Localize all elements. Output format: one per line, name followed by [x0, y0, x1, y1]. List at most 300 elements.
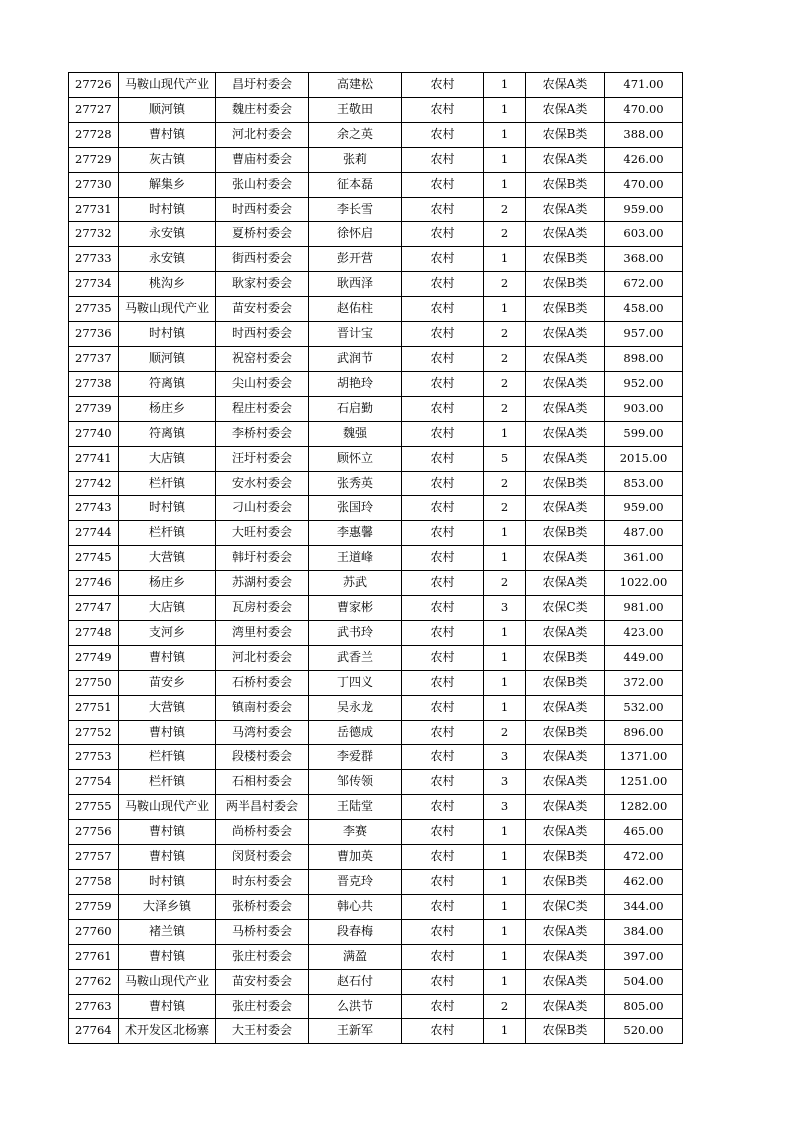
table-row — [69, 894, 683, 919]
residence-type-cell: 农村 — [402, 147, 484, 172]
village-committee-cell: 大王村委会 — [216, 1019, 309, 1044]
person-name-cell: 王敬田 — [309, 97, 402, 122]
insurance-class-cell: 农保A类 — [526, 969, 605, 994]
household-count-cell: 1 — [484, 546, 526, 571]
village-committee-cell: 时东村委会 — [216, 870, 309, 895]
town-cell: 栏杆镇 — [119, 521, 216, 546]
village-committee-cell: 苏湖村委会 — [216, 571, 309, 596]
table-row — [69, 446, 683, 471]
table-row — [69, 695, 683, 720]
town-cell: 永安镇 — [119, 222, 216, 247]
town-cell: 大店镇 — [119, 596, 216, 621]
town-cell: 曹村镇 — [119, 820, 216, 845]
record-number-cell: 27749 — [69, 645, 119, 670]
town-cell: 曹村镇 — [119, 122, 216, 147]
person-name-cell: 张国玲 — [309, 496, 402, 521]
insurance-class-cell: 农保A类 — [526, 322, 605, 347]
person-name-cell: 余之英 — [309, 122, 402, 147]
person-name-cell: 李惠馨 — [309, 521, 402, 546]
amount-cell: 471.00 — [605, 73, 683, 98]
record-number-cell: 27746 — [69, 571, 119, 596]
residence-type-cell: 农村 — [402, 994, 484, 1019]
village-committee-cell: 石相村委会 — [216, 770, 309, 795]
residence-type-cell: 农村 — [402, 845, 484, 870]
village-committee-cell: 昌圩村委会 — [216, 73, 309, 98]
amount-cell: 465.00 — [605, 820, 683, 845]
household-count-cell: 1 — [484, 670, 526, 695]
table-row — [69, 371, 683, 396]
residence-type-cell: 农村 — [402, 894, 484, 919]
table-row — [69, 795, 683, 820]
village-committee-cell: 耿家村委会 — [216, 272, 309, 297]
insurance-class-cell: 农保B类 — [526, 471, 605, 496]
household-count-cell: 1 — [484, 820, 526, 845]
record-number-cell: 27731 — [69, 197, 119, 222]
residence-type-cell: 农村 — [402, 919, 484, 944]
table-row — [69, 147, 683, 172]
village-committee-cell: 时西村委会 — [216, 322, 309, 347]
person-name-cell: 晋计宝 — [309, 322, 402, 347]
record-number-cell: 27744 — [69, 521, 119, 546]
village-committee-cell: 石桥村委会 — [216, 670, 309, 695]
amount-cell: 2015.00 — [605, 446, 683, 471]
table-row — [69, 969, 683, 994]
residence-type-cell: 农村 — [402, 97, 484, 122]
household-count-cell: 2 — [484, 222, 526, 247]
insurance-class-cell: 农保A类 — [526, 919, 605, 944]
insurance-class-cell: 农保A类 — [526, 571, 605, 596]
person-name-cell: 武书玲 — [309, 620, 402, 645]
household-count-cell: 1 — [484, 421, 526, 446]
residence-type-cell: 农村 — [402, 620, 484, 645]
household-count-cell: 1 — [484, 1019, 526, 1044]
record-number-cell: 27738 — [69, 371, 119, 396]
household-count-cell: 1 — [484, 894, 526, 919]
village-committee-cell: 大旺村委会 — [216, 521, 309, 546]
record-number-cell: 27756 — [69, 820, 119, 845]
amount-cell: 853.00 — [605, 471, 683, 496]
residence-type-cell: 农村 — [402, 969, 484, 994]
insurance-class-cell: 农保A类 — [526, 73, 605, 98]
insurance-class-cell: 农保A类 — [526, 695, 605, 720]
record-number-cell: 27761 — [69, 944, 119, 969]
residence-type-cell: 农村 — [402, 122, 484, 147]
village-committee-cell: 夏桥村委会 — [216, 222, 309, 247]
village-committee-cell: 两半昌村委会 — [216, 795, 309, 820]
amount-cell: 388.00 — [605, 122, 683, 147]
town-cell: 永安镇 — [119, 247, 216, 272]
household-count-cell: 2 — [484, 396, 526, 421]
table-row — [69, 222, 683, 247]
insurance-class-cell: 农保A类 — [526, 496, 605, 521]
village-committee-cell: 李桥村委会 — [216, 421, 309, 446]
residence-type-cell: 农村 — [402, 222, 484, 247]
household-count-cell: 3 — [484, 596, 526, 621]
record-number-cell: 27751 — [69, 695, 119, 720]
residence-type-cell: 农村 — [402, 795, 484, 820]
amount-cell: 361.00 — [605, 546, 683, 571]
household-count-cell: 1 — [484, 297, 526, 322]
household-count-cell: 1 — [484, 845, 526, 870]
person-name-cell: 征本磊 — [309, 172, 402, 197]
insurance-class-cell: 农保A类 — [526, 795, 605, 820]
record-number-cell: 27764 — [69, 1019, 119, 1044]
village-committee-cell: 尖山村委会 — [216, 371, 309, 396]
record-number-cell: 27743 — [69, 496, 119, 521]
person-name-cell: 苏武 — [309, 571, 402, 596]
person-name-cell: 武润节 — [309, 346, 402, 371]
record-number-cell: 27739 — [69, 396, 119, 421]
person-name-cell: 么洪节 — [309, 994, 402, 1019]
residence-type-cell: 农村 — [402, 247, 484, 272]
table-row — [69, 820, 683, 845]
village-committee-cell: 尚桥村委会 — [216, 820, 309, 845]
record-number-cell: 27735 — [69, 297, 119, 322]
village-committee-cell: 祝窑村委会 — [216, 346, 309, 371]
table-row — [69, 770, 683, 795]
amount-cell: 1282.00 — [605, 795, 683, 820]
person-name-cell: 石启勤 — [309, 396, 402, 421]
insurance-class-cell: 农保B类 — [526, 720, 605, 745]
record-number-cell: 27747 — [69, 596, 119, 621]
residence-type-cell: 农村 — [402, 496, 484, 521]
household-count-cell: 1 — [484, 969, 526, 994]
town-cell: 时村镇 — [119, 496, 216, 521]
town-cell: 术开发区北杨寨 — [119, 1019, 216, 1044]
amount-cell: 372.00 — [605, 670, 683, 695]
residence-type-cell: 农村 — [402, 396, 484, 421]
residence-type-cell: 农村 — [402, 197, 484, 222]
record-number-cell: 27742 — [69, 471, 119, 496]
household-count-cell: 1 — [484, 944, 526, 969]
amount-cell: 449.00 — [605, 645, 683, 670]
town-cell: 解集乡 — [119, 172, 216, 197]
village-committee-cell: 街西村委会 — [216, 247, 309, 272]
residence-type-cell: 农村 — [402, 571, 484, 596]
person-name-cell: 张秀英 — [309, 471, 402, 496]
town-cell: 支河乡 — [119, 620, 216, 645]
amount-cell: 959.00 — [605, 197, 683, 222]
table-body — [69, 73, 683, 1044]
insurance-class-cell: 农保B类 — [526, 172, 605, 197]
village-committee-cell: 程庄村委会 — [216, 396, 309, 421]
residence-type-cell: 农村 — [402, 695, 484, 720]
village-committee-cell: 闵贤村委会 — [216, 845, 309, 870]
insurance-class-cell: 农保A类 — [526, 546, 605, 571]
village-committee-cell: 汪圩村委会 — [216, 446, 309, 471]
insurance-class-cell: 农保A类 — [526, 421, 605, 446]
person-name-cell: 丁四义 — [309, 670, 402, 695]
amount-cell: 458.00 — [605, 297, 683, 322]
village-committee-cell: 段楼村委会 — [216, 745, 309, 770]
insurance-class-cell: 农保A类 — [526, 197, 605, 222]
village-committee-cell: 河北村委会 — [216, 122, 309, 147]
town-cell: 时村镇 — [119, 870, 216, 895]
village-committee-cell: 镇南村委会 — [216, 695, 309, 720]
town-cell: 大店镇 — [119, 446, 216, 471]
household-count-cell: 1 — [484, 172, 526, 197]
residence-type-cell: 农村 — [402, 322, 484, 347]
household-count-cell: 2 — [484, 197, 526, 222]
person-name-cell: 段春梅 — [309, 919, 402, 944]
town-cell: 曹村镇 — [119, 720, 216, 745]
insurance-class-cell: 农保B类 — [526, 297, 605, 322]
residence-type-cell: 农村 — [402, 172, 484, 197]
residence-type-cell: 农村 — [402, 596, 484, 621]
table-row — [69, 471, 683, 496]
table-row — [69, 346, 683, 371]
residence-type-cell: 农村 — [402, 720, 484, 745]
person-name-cell: 赵石付 — [309, 969, 402, 994]
person-name-cell: 李长雪 — [309, 197, 402, 222]
person-name-cell: 高建松 — [309, 73, 402, 98]
town-cell: 杨庄乡 — [119, 571, 216, 596]
residence-type-cell: 农村 — [402, 870, 484, 895]
records-table — [68, 72, 683, 1044]
household-count-cell: 1 — [484, 122, 526, 147]
household-count-cell: 1 — [484, 695, 526, 720]
table-row — [69, 994, 683, 1019]
record-number-cell: 27740 — [69, 421, 119, 446]
residence-type-cell: 农村 — [402, 371, 484, 396]
table-row — [69, 322, 683, 347]
amount-cell: 959.00 — [605, 496, 683, 521]
village-committee-cell: 苗安村委会 — [216, 297, 309, 322]
town-cell: 褚兰镇 — [119, 919, 216, 944]
amount-cell: 1371.00 — [605, 745, 683, 770]
person-name-cell: 曹加英 — [309, 845, 402, 870]
town-cell: 马鞍山现代产业 — [119, 969, 216, 994]
record-number-cell: 27737 — [69, 346, 119, 371]
person-name-cell: 岳德成 — [309, 720, 402, 745]
insurance-class-cell: 农保B类 — [526, 645, 605, 670]
table-row — [69, 745, 683, 770]
table-row — [69, 297, 683, 322]
person-name-cell: 晋克玲 — [309, 870, 402, 895]
residence-type-cell: 农村 — [402, 521, 484, 546]
record-number-cell: 27734 — [69, 272, 119, 297]
person-name-cell: 徐怀启 — [309, 222, 402, 247]
town-cell: 栏杆镇 — [119, 770, 216, 795]
residence-type-cell: 农村 — [402, 421, 484, 446]
town-cell: 时村镇 — [119, 322, 216, 347]
amount-cell: 470.00 — [605, 97, 683, 122]
insurance-class-cell: 农保B类 — [526, 122, 605, 147]
person-name-cell: 胡艳玲 — [309, 371, 402, 396]
village-committee-cell: 曹庙村委会 — [216, 147, 309, 172]
amount-cell: 397.00 — [605, 944, 683, 969]
record-number-cell: 27763 — [69, 994, 119, 1019]
village-committee-cell: 魏庄村委会 — [216, 97, 309, 122]
person-name-cell: 魏强 — [309, 421, 402, 446]
village-committee-cell: 时西村委会 — [216, 197, 309, 222]
village-committee-cell: 张庄村委会 — [216, 994, 309, 1019]
insurance-class-cell: 农保C类 — [526, 894, 605, 919]
person-name-cell: 王新军 — [309, 1019, 402, 1044]
insurance-class-cell: 农保B类 — [526, 670, 605, 695]
amount-cell: 1251.00 — [605, 770, 683, 795]
residence-type-cell: 农村 — [402, 471, 484, 496]
record-number-cell: 27760 — [69, 919, 119, 944]
household-count-cell: 5 — [484, 446, 526, 471]
table-row — [69, 571, 683, 596]
amount-cell: 903.00 — [605, 396, 683, 421]
amount-cell: 957.00 — [605, 322, 683, 347]
residence-type-cell: 农村 — [402, 297, 484, 322]
town-cell: 顺河镇 — [119, 97, 216, 122]
town-cell: 马鞍山现代产业 — [119, 73, 216, 98]
amount-cell: 672.00 — [605, 272, 683, 297]
amount-cell: 462.00 — [605, 870, 683, 895]
amount-cell: 368.00 — [605, 247, 683, 272]
table-row — [69, 247, 683, 272]
household-count-cell: 2 — [484, 720, 526, 745]
record-number-cell: 27729 — [69, 147, 119, 172]
village-committee-cell: 刁山村委会 — [216, 496, 309, 521]
residence-type-cell: 农村 — [402, 546, 484, 571]
household-count-cell: 1 — [484, 870, 526, 895]
record-number-cell: 27736 — [69, 322, 119, 347]
household-count-cell: 1 — [484, 919, 526, 944]
household-count-cell: 2 — [484, 272, 526, 297]
town-cell: 大营镇 — [119, 695, 216, 720]
record-number-cell: 27757 — [69, 845, 119, 870]
amount-cell: 426.00 — [605, 147, 683, 172]
table-row — [69, 97, 683, 122]
record-number-cell: 27762 — [69, 969, 119, 994]
town-cell: 苗安乡 — [119, 670, 216, 695]
household-count-cell: 2 — [484, 346, 526, 371]
person-name-cell: 李赛 — [309, 820, 402, 845]
town-cell: 曹村镇 — [119, 645, 216, 670]
insurance-class-cell: 农保A类 — [526, 446, 605, 471]
household-count-cell: 2 — [484, 322, 526, 347]
amount-cell: 898.00 — [605, 346, 683, 371]
record-number-cell: 27754 — [69, 770, 119, 795]
insurance-class-cell: 农保C类 — [526, 596, 605, 621]
insurance-class-cell: 农保A类 — [526, 371, 605, 396]
insurance-class-cell: 农保B类 — [526, 247, 605, 272]
residence-type-cell: 农村 — [402, 645, 484, 670]
town-cell: 大营镇 — [119, 546, 216, 571]
household-count-cell: 1 — [484, 147, 526, 172]
insurance-class-cell: 农保B类 — [526, 272, 605, 297]
household-count-cell: 2 — [484, 994, 526, 1019]
person-name-cell: 张莉 — [309, 147, 402, 172]
town-cell: 桃沟乡 — [119, 272, 216, 297]
table-row — [69, 596, 683, 621]
residence-type-cell: 农村 — [402, 1019, 484, 1044]
village-committee-cell: 张山村委会 — [216, 172, 309, 197]
amount-cell: 1022.00 — [605, 571, 683, 596]
table-row — [69, 172, 683, 197]
record-number-cell: 27733 — [69, 247, 119, 272]
town-cell: 大泽乡镇 — [119, 894, 216, 919]
amount-cell: 487.00 — [605, 521, 683, 546]
village-committee-cell: 苗安村委会 — [216, 969, 309, 994]
household-count-cell: 2 — [484, 471, 526, 496]
insurance-class-cell: 农保A类 — [526, 994, 605, 1019]
town-cell: 顺河镇 — [119, 346, 216, 371]
town-cell: 马鞍山现代产业 — [119, 297, 216, 322]
table-row — [69, 845, 683, 870]
record-number-cell: 27732 — [69, 222, 119, 247]
table-row — [69, 620, 683, 645]
amount-cell: 981.00 — [605, 596, 683, 621]
household-count-cell: 3 — [484, 745, 526, 770]
amount-cell: 472.00 — [605, 845, 683, 870]
insurance-class-cell: 农保A类 — [526, 222, 605, 247]
village-committee-cell: 湾里村委会 — [216, 620, 309, 645]
amount-cell: 532.00 — [605, 695, 683, 720]
table-row — [69, 272, 683, 297]
household-count-cell: 2 — [484, 371, 526, 396]
insurance-class-cell: 农保A类 — [526, 770, 605, 795]
table-row — [69, 197, 683, 222]
amount-cell: 896.00 — [605, 720, 683, 745]
amount-cell: 344.00 — [605, 894, 683, 919]
town-cell: 栏杆镇 — [119, 745, 216, 770]
village-committee-cell: 韩圩村委会 — [216, 546, 309, 571]
table-row — [69, 645, 683, 670]
insurance-class-cell: 农保A类 — [526, 147, 605, 172]
household-count-cell: 1 — [484, 247, 526, 272]
record-number-cell: 27759 — [69, 894, 119, 919]
town-cell: 马鞍山现代产业 — [119, 795, 216, 820]
table-row — [69, 720, 683, 745]
person-name-cell: 武香兰 — [309, 645, 402, 670]
table-row — [69, 670, 683, 695]
insurance-class-cell: 农保B类 — [526, 870, 605, 895]
household-count-cell: 1 — [484, 97, 526, 122]
residence-type-cell: 农村 — [402, 346, 484, 371]
household-count-cell: 3 — [484, 795, 526, 820]
residence-type-cell: 农村 — [402, 272, 484, 297]
household-count-cell: 2 — [484, 496, 526, 521]
record-number-cell: 27748 — [69, 620, 119, 645]
residence-type-cell: 农村 — [402, 670, 484, 695]
table-row — [69, 73, 683, 98]
insurance-class-cell: 农保A类 — [526, 97, 605, 122]
person-name-cell: 王陆堂 — [309, 795, 402, 820]
household-count-cell: 1 — [484, 521, 526, 546]
amount-cell: 520.00 — [605, 1019, 683, 1044]
person-name-cell: 耿西泽 — [309, 272, 402, 297]
record-number-cell: 27727 — [69, 97, 119, 122]
village-committee-cell: 张桥村委会 — [216, 894, 309, 919]
town-cell: 时村镇 — [119, 197, 216, 222]
person-name-cell: 韩心共 — [309, 894, 402, 919]
insurance-class-cell: 农保B类 — [526, 521, 605, 546]
table-row — [69, 546, 683, 571]
person-name-cell: 满盈 — [309, 944, 402, 969]
table-row — [69, 870, 683, 895]
table-row — [69, 496, 683, 521]
household-count-cell: 1 — [484, 645, 526, 670]
record-number-cell: 27753 — [69, 745, 119, 770]
amount-cell: 470.00 — [605, 172, 683, 197]
person-name-cell: 赵佑柱 — [309, 297, 402, 322]
table-row — [69, 944, 683, 969]
record-number-cell: 27755 — [69, 795, 119, 820]
amount-cell: 805.00 — [605, 994, 683, 1019]
person-name-cell: 吴永龙 — [309, 695, 402, 720]
town-cell: 曹村镇 — [119, 944, 216, 969]
person-name-cell: 顾怀立 — [309, 446, 402, 471]
record-number-cell: 27726 — [69, 73, 119, 98]
town-cell: 符离镇 — [119, 421, 216, 446]
record-number-cell: 27728 — [69, 122, 119, 147]
